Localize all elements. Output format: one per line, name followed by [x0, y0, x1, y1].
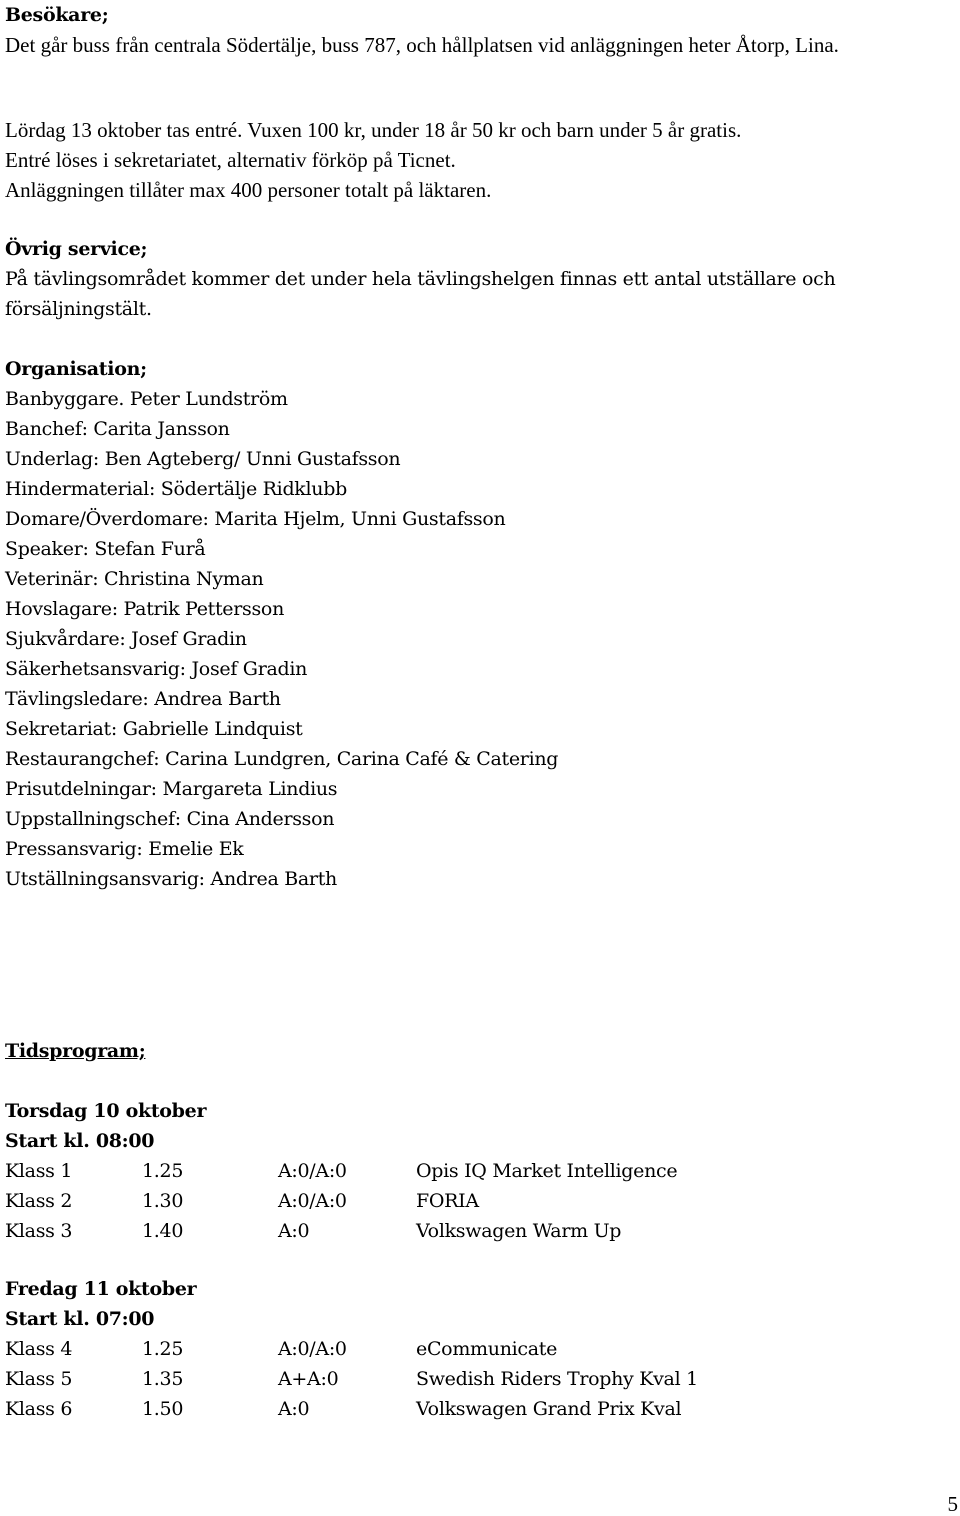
organisation-line: Banchef: Carita Jansson: [5, 418, 230, 440]
class-row: [5, 1334, 955, 1364]
class-format: A+A:0: [278, 1368, 339, 1390]
day-title: Torsdag 10 oktober: [5, 1100, 207, 1122]
class-height: 1.35: [142, 1368, 184, 1390]
organisation-line: Pressansvarig: Emelie Ek: [5, 838, 244, 860]
class-row: [5, 1186, 955, 1216]
organisation-line: Banbyggare. Peter Lundström: [5, 388, 288, 410]
day-title: Fredag 11 oktober: [5, 1278, 197, 1300]
class-sponsor: Volkswagen Warm Up: [416, 1220, 622, 1242]
schedule-section: [5, 1036, 955, 1066]
schedule-day-friday: [5, 1274, 955, 1424]
visitors-capacity-info: Anläggningen tillåter max 400 personer totalt på läktaren.: [5, 178, 492, 202]
class-height: 1.30: [142, 1190, 184, 1212]
visitors-section: [5, 0, 955, 60]
organisation-line: Hindermaterial: Södertälje Ridklubb: [5, 478, 347, 500]
schedule-heading: Tidsprogram;: [5, 1040, 146, 1062]
class-format: A:0/A:0: [278, 1160, 347, 1182]
organisation-section: [5, 354, 955, 894]
other-service-text: På tävlingsområdet kommer det under hela tävlingshelgen finnas ett antal utställare och försäljningstält.: [5, 268, 836, 320]
organisation-line: Prisutdelningar: Margareta Lindius: [5, 778, 338, 800]
organisation-line: Underlag: Ben Agteberg/ Unni Gustafsson: [5, 448, 401, 470]
organisation-line: Sjukvårdare: Josef Gradin: [5, 628, 247, 650]
class-sponsor: Volkswagen Grand Prix Kval: [416, 1398, 682, 1420]
class-height: 1.25: [142, 1338, 184, 1360]
class-format: A:0: [278, 1398, 310, 1420]
class-format: A:0/A:0: [278, 1338, 347, 1360]
class-row: [5, 1364, 955, 1394]
organisation-line: Sekretariat: Gabrielle Lindquist: [5, 718, 303, 740]
class-sponsor: FORIA: [416, 1190, 479, 1212]
class-row: [5, 1156, 955, 1186]
day-start-time: Start kl. 08:00: [5, 1130, 155, 1152]
organisation-line: Tävlingsledare: Andrea Barth: [5, 688, 281, 710]
other-service-section: [5, 234, 955, 324]
organisation-line: Restaurangchef: Carina Lundgren, Carina Café & Catering: [5, 748, 559, 770]
class-name: Klass 1: [5, 1160, 73, 1182]
class-format: A:0/A:0: [278, 1190, 347, 1212]
class-name: Klass 3: [5, 1220, 73, 1242]
class-height: 1.25: [142, 1160, 184, 1182]
class-sponsor: Swedish Riders Trophy Kval 1: [416, 1368, 698, 1390]
class-name: Klass 6: [5, 1398, 73, 1420]
class-name: Klass 4: [5, 1338, 73, 1360]
class-format: A:0: [278, 1220, 310, 1242]
organisation-line: Säkerhetsansvarig: Josef Gradin: [5, 658, 308, 680]
organisation-line: Speaker: Stefan Furå: [5, 538, 206, 560]
day-start-time: Start kl. 07:00: [5, 1308, 155, 1330]
organisation-line: Uppstallningschef: Cina Andersson: [5, 808, 335, 830]
visitors-entry-section: [5, 115, 955, 205]
class-sponsor: eCommunicate: [416, 1338, 558, 1360]
class-row: [5, 1394, 955, 1424]
visitors-bus-info: Det går buss från centrala Södertälje, buss 787, och hållplatsen vid anläggningen heter Åtorp, Lina.: [5, 33, 839, 57]
organisation-line: Hovslagare: Patrik Pettersson: [5, 598, 285, 620]
visitors-ticket-info: Entré löses i sekretariatet, alternativ förköp på Ticnet.: [5, 148, 456, 172]
other-service-heading: Övrig service;: [5, 238, 148, 260]
visitors-entry-price: Lördag 13 oktober tas entré. Vuxen 100 kr, under 18 år 50 kr och barn under 5 år gratis.: [5, 118, 742, 142]
page-number: 5: [947, 1492, 958, 1516]
organisation-heading: Organisation;: [5, 358, 147, 380]
schedule-day-thursday: [5, 1096, 955, 1246]
organisation-line: Domare/Överdomare: Marita Hjelm, Unni Gustafsson: [5, 508, 506, 530]
class-sponsor: Opis IQ Market Intelligence: [416, 1160, 678, 1182]
visitors-heading: Besökare;: [5, 4, 109, 26]
class-name: Klass 2: [5, 1190, 73, 1212]
organisation-line: Veterinär: Christina Nyman: [5, 568, 264, 590]
organisation-line: Utställningsansvarig: Andrea Barth: [5, 868, 337, 890]
class-row: [5, 1216, 955, 1246]
class-height: 1.50: [142, 1398, 184, 1420]
class-height: 1.40: [142, 1220, 184, 1242]
class-name: Klass 5: [5, 1368, 73, 1390]
